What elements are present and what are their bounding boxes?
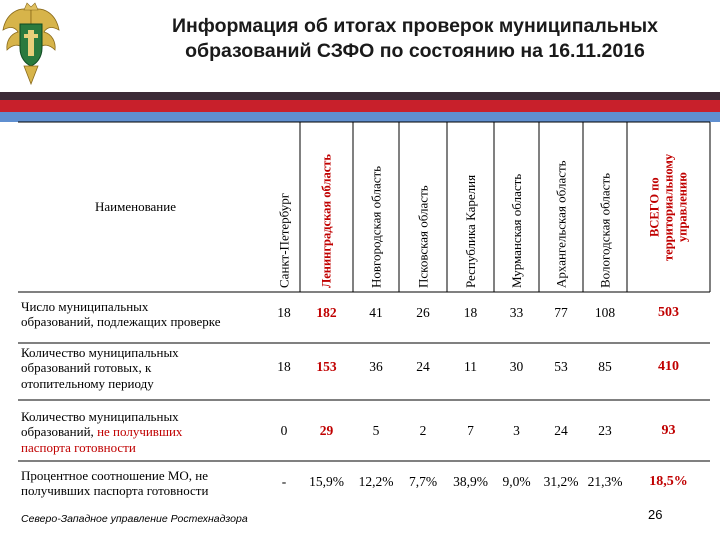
table-cell: 38,9% [453, 474, 488, 489]
row-label-line [21, 468, 208, 484]
row-label-line [21, 424, 182, 440]
column-header: ВСЕГО по территориальному управлению [647, 153, 690, 261]
table-cell: 18 [463, 305, 478, 320]
row-label-text: не получивших [97, 424, 183, 440]
table-cell: 85 [598, 359, 612, 374]
column-header: Республика Карелия [463, 174, 478, 288]
table-cell: 29 [319, 423, 334, 438]
row-label-line [21, 345, 179, 361]
table-cell: 5 [372, 423, 380, 438]
table-cell: 53 [554, 359, 568, 374]
title-line-1: Информация об итогах проверок муниципальных [172, 15, 658, 37]
table-cell: 93 [661, 423, 676, 438]
table-cell: 182 [316, 305, 337, 320]
footer-text: Северо-Западное управление Ростехнадзора [21, 513, 248, 525]
table-cell: 21,3% [587, 474, 623, 489]
row-label-text: Количество муниципальных [21, 344, 179, 360]
row-label-line [21, 409, 182, 425]
table-cell: 41 [369, 305, 383, 320]
table-cell: 9,0% [502, 474, 531, 489]
table-cell: 24 [554, 423, 568, 438]
row-label-line [21, 314, 221, 330]
table-cell: 7 [467, 423, 474, 438]
column-header: Архангельская область [553, 160, 569, 288]
row-label [21, 409, 182, 456]
table-cell: 23 [598, 423, 612, 438]
row-label-text: образований, подлежащих проверке [21, 314, 221, 329]
row-label [21, 345, 179, 392]
column-header: Санкт-Петербург [276, 192, 292, 288]
row-label-text: Число муниципальных [21, 298, 149, 314]
table-cell: 0 [280, 423, 288, 438]
name-column-header: Наименование [95, 199, 176, 214]
table-cell: 33 [509, 305, 524, 320]
table-cell: 108 [594, 305, 616, 320]
row-label-text: паспорта готовности [21, 439, 136, 455]
table-cell: 15,9% [309, 474, 344, 489]
row-label-line [21, 376, 179, 392]
row-label-text: получивших паспорта готовности [21, 483, 209, 498]
table-cell: 11 [464, 359, 477, 374]
column-header: Мурманская область [509, 173, 524, 288]
row-label-text: образований готовых, к [21, 360, 152, 376]
page-number: 26 [648, 507, 663, 522]
row-label [21, 468, 208, 499]
table-cell: 24 [416, 359, 430, 374]
row-label-text: Процентное соотношение МО, не [21, 467, 209, 483]
table-cell: 7,7% [408, 474, 438, 489]
table-cell: 153 [316, 359, 337, 374]
row-label [21, 299, 221, 330]
row-label-line [21, 299, 221, 315]
table-cell: 31,2% [543, 474, 579, 489]
table-cell: 410 [658, 359, 679, 374]
table-cell: 30 [509, 359, 524, 374]
table-cell: 36 [369, 359, 383, 374]
row-label-line [21, 360, 179, 376]
column-header: Ленинградская область [319, 153, 334, 288]
table-cell: 2 [419, 423, 427, 438]
column-header: Новгородская область [368, 165, 384, 288]
row-label-line [21, 440, 182, 456]
table-cell: 18,5% [649, 474, 688, 489]
row-label-line [21, 483, 208, 499]
row-label-text: Количество муниципальных [21, 408, 179, 424]
table-cell: 77 [554, 305, 568, 320]
column-header: Псковская область [415, 185, 431, 288]
table-cell: 503 [658, 305, 679, 320]
table-cell: - [281, 474, 287, 489]
row-label-text: отопительному периоду [21, 375, 154, 391]
row-label-text: образований, [21, 424, 98, 440]
table-cell: 3 [513, 423, 520, 438]
table-cell: 18 [277, 359, 291, 374]
column-header: Вологодская область [597, 172, 613, 288]
table-cell: 12,2% [358, 474, 394, 489]
title-line-2: образований СЗФО по состоянию на 16.11.2016 [185, 40, 645, 62]
table-cell: 18 [277, 305, 291, 320]
table-cell: 26 [416, 305, 430, 320]
